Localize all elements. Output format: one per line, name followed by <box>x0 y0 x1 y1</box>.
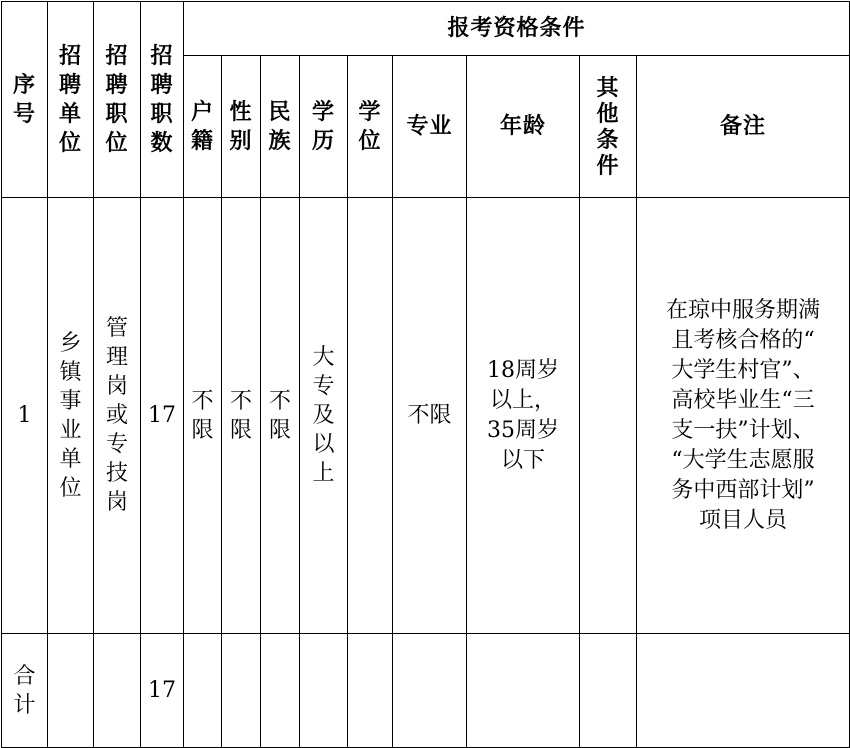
cell-ethnicity <box>261 198 300 634</box>
header-remarks: 备注 <box>637 56 850 198</box>
header-age: 年龄 <box>467 56 580 198</box>
total-cell-gender <box>222 634 261 748</box>
total-cell-position <box>94 634 141 748</box>
header-gender <box>222 56 261 198</box>
cell-degree <box>348 198 393 634</box>
total-label-text: 合计 <box>13 663 36 718</box>
cell-age-line-1: 18周岁 <box>487 357 559 383</box>
cell-age-line-2: 以上， <box>489 387 556 413</box>
header-education <box>300 56 348 198</box>
header-seq <box>2 2 48 198</box>
header-unit-text: 招聘单位 <box>58 42 82 156</box>
cell-gender <box>222 198 261 634</box>
cell-age <box>467 198 580 634</box>
total-count: 17 <box>141 634 184 748</box>
header-degree <box>348 56 393 198</box>
header-major: 专业 <box>393 56 467 198</box>
header-seq-text: 序号 <box>12 71 36 127</box>
total-row <box>2 634 850 748</box>
header-gender-text: 性别 <box>229 98 253 154</box>
cell-education-text: 大专及以上 <box>312 345 335 486</box>
recruitment-table <box>1 1 850 748</box>
header-other <box>580 56 637 198</box>
cell-remarks-line-8: 项目人员 <box>699 507 788 533</box>
header-count <box>141 2 184 198</box>
cell-unit <box>48 198 94 634</box>
header-unit <box>48 2 94 198</box>
header-position-text: 招聘职位 <box>105 42 129 156</box>
cell-hukou-text: 不限 <box>191 388 214 443</box>
total-cell-unit <box>48 634 94 748</box>
header-other-text: 其他条件 <box>596 74 620 179</box>
cell-remarks-line-7: 务中西部计划” <box>671 477 815 503</box>
cell-remarks-line-3: 大学生村官”、 <box>671 357 815 383</box>
cell-remarks-line-4: 高校毕业生“三 <box>671 387 815 413</box>
cell-seq: 1 <box>2 198 48 634</box>
header-hukou-text: 户籍 <box>190 98 214 154</box>
header-qualification-group: 报考资格条件 <box>184 2 850 56</box>
header-ethnicity-text: 民族 <box>268 98 292 154</box>
cell-ethnicity-text: 不限 <box>268 388 291 443</box>
cell-age-line-3: 35周岁 <box>487 417 559 443</box>
header-hukou <box>184 56 222 198</box>
total-cell-education <box>300 634 348 748</box>
cell-remarks-line-6: “大学生志愿服 <box>671 447 815 473</box>
header-ethnicity <box>261 56 300 198</box>
cell-other <box>580 198 637 634</box>
cell-count: 17 <box>141 198 184 634</box>
cell-remarks-line-1: 在琼中服务期满 <box>666 297 821 323</box>
cell-remarks <box>637 198 850 634</box>
cell-major: 不限 <box>393 198 467 634</box>
cell-position-text: 管理岗或专技岗 <box>105 316 128 515</box>
total-cell-ethnicity <box>261 634 300 748</box>
total-cell-major <box>393 634 467 748</box>
header-education-text: 学历 <box>311 98 335 154</box>
cell-hukou <box>184 198 222 634</box>
cell-age-line-4: 以下 <box>500 447 545 473</box>
table-row <box>2 198 850 634</box>
header-degree-text: 学位 <box>358 98 382 154</box>
header-row-top <box>2 2 850 56</box>
total-cell-other <box>580 634 637 748</box>
total-cell-degree <box>348 634 393 748</box>
cell-position <box>94 198 141 634</box>
total-cell-age <box>467 634 580 748</box>
cell-unit-text: 乡镇事业单位 <box>59 330 82 501</box>
header-position <box>94 2 141 198</box>
total-cell-remarks <box>637 634 850 748</box>
cell-gender-text: 不限 <box>229 388 252 443</box>
cell-education <box>300 198 348 634</box>
total-label <box>2 634 48 748</box>
header-count-text: 招聘职数 <box>150 42 174 156</box>
total-cell-hukou <box>184 634 222 748</box>
cell-remarks-line-5: 支一扶”计划、 <box>671 417 815 443</box>
cell-remarks-line-2: 且考核合格的“ <box>671 327 815 353</box>
